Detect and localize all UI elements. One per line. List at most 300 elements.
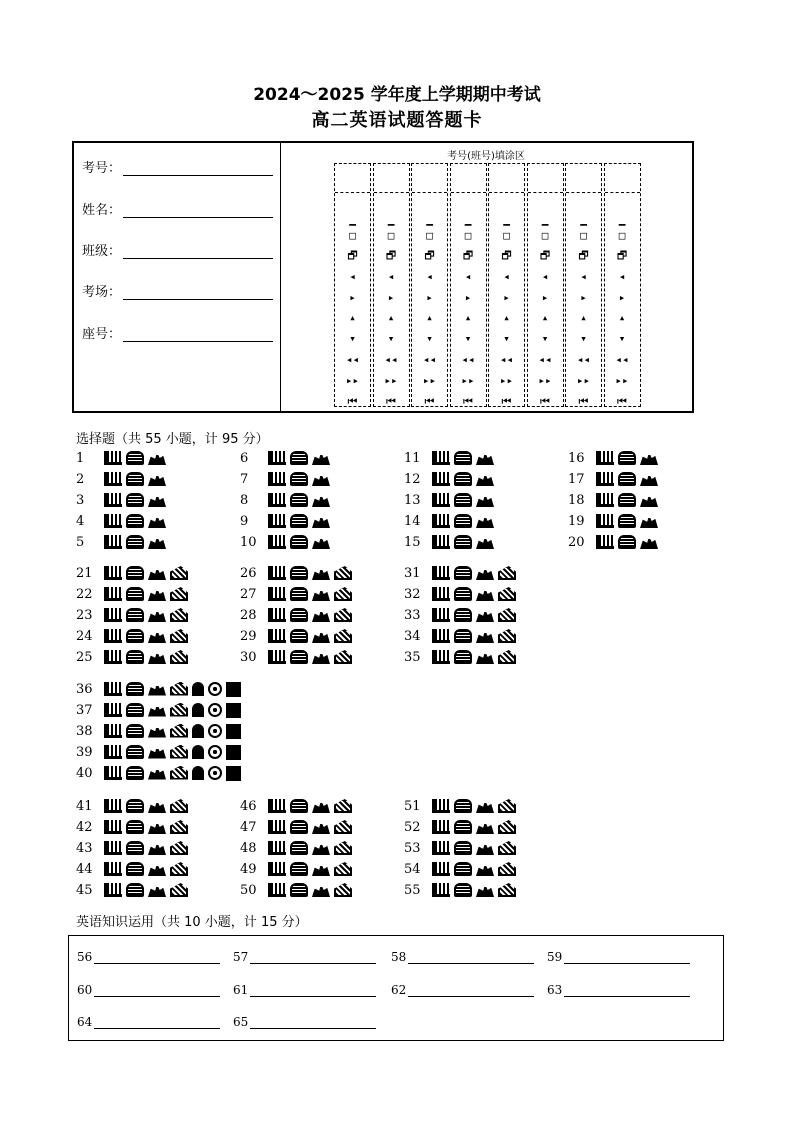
answer-bubble[interactable]: [454, 820, 472, 834]
answer-bubble[interactable]: [104, 650, 122, 664]
answer-bubble[interactable]: [312, 820, 330, 834]
answer-bubble[interactable]: [334, 862, 352, 876]
digit-bubble[interactable]: ▸: [464, 291, 472, 304]
answer-bubble[interactable]: [432, 566, 450, 580]
answer-bubble[interactable]: [126, 514, 144, 528]
answer-bubble[interactable]: [432, 514, 450, 528]
answer-bubble[interactable]: [104, 799, 122, 813]
digit-bubble[interactable]: ◂◂: [576, 353, 591, 366]
blank-line[interactable]: [564, 984, 690, 997]
fill-blank-item[interactable]: [233, 950, 376, 964]
answer-bubble[interactable]: [104, 566, 122, 580]
digit-bubble[interactable]: □: [387, 229, 395, 242]
digit-bubble[interactable]: ◂◂: [345, 353, 360, 366]
fill-blank-item[interactable]: [391, 950, 534, 964]
digit-bubble[interactable]: ▁: [464, 213, 472, 226]
answer-bubble[interactable]: [126, 535, 144, 549]
answer-bubble[interactable]: [290, 820, 308, 834]
answer-bubble[interactable]: [148, 535, 166, 549]
answer-bubble[interactable]: [104, 703, 122, 717]
answer-bubble[interactable]: [226, 766, 241, 781]
answer-bubble[interactable]: [334, 883, 352, 897]
answer-bubble[interactable]: [498, 841, 516, 855]
digit-bubble[interactable]: ▸: [618, 291, 626, 304]
digit-bubble[interactable]: ▸▸: [576, 374, 591, 387]
answer-bubble[interactable]: [148, 862, 166, 876]
digit-bubble[interactable]: ▁: [349, 213, 356, 226]
answer-bubble[interactable]: [334, 650, 352, 664]
answer-bubble[interactable]: [192, 724, 204, 738]
answer-bubble[interactable]: [148, 724, 166, 738]
answer-bubble[interactable]: [104, 587, 122, 601]
answer-bubble[interactable]: [290, 608, 308, 622]
digit-bubble[interactable]: ⏮: [386, 395, 396, 408]
answer-bubble[interactable]: [126, 724, 144, 738]
answer-bubble[interactable]: [334, 820, 352, 834]
answer-bubble[interactable]: [432, 608, 450, 622]
blank-line[interactable]: [94, 951, 220, 964]
answer-bubble[interactable]: [268, 472, 286, 486]
answer-bubble[interactable]: [192, 766, 204, 780]
answer-bubble[interactable]: [334, 629, 352, 643]
answer-bubble[interactable]: [454, 608, 472, 622]
answer-bubble[interactable]: [226, 724, 241, 739]
answer-bubble[interactable]: [454, 883, 472, 897]
digit-bubble[interactable]: ▁: [387, 213, 395, 226]
answer-bubble[interactable]: [126, 566, 144, 580]
answer-bubble[interactable]: [454, 472, 472, 486]
answer-bubble[interactable]: [104, 493, 122, 507]
digit-bubble[interactable]: 🗗: [501, 249, 512, 262]
answer-bubble[interactable]: [170, 587, 188, 601]
answer-bubble[interactable]: [290, 535, 308, 549]
answer-bubble[interactable]: [454, 566, 472, 580]
answer-bubble[interactable]: [268, 587, 286, 601]
answer-bubble[interactable]: [432, 841, 450, 855]
answer-bubble[interactable]: [454, 587, 472, 601]
digit-bubble[interactable]: ◂: [618, 270, 626, 283]
answer-bubble[interactable]: [126, 451, 144, 465]
answer-bubble[interactable]: [104, 608, 122, 622]
answer-bubble[interactable]: [476, 493, 494, 507]
digit-bubble[interactable]: 🗗: [347, 249, 358, 262]
answer-bubble[interactable]: [476, 629, 494, 643]
fill-blank-item[interactable]: [77, 1015, 220, 1029]
digit-bubble[interactable]: □: [349, 229, 356, 242]
answer-bubble[interactable]: [104, 451, 122, 465]
answer-bubble[interactable]: [126, 493, 144, 507]
answer-bubble[interactable]: [192, 745, 204, 759]
answer-bubble[interactable]: [312, 608, 330, 622]
answer-bubble[interactable]: [334, 841, 352, 855]
answer-bubble[interactable]: [312, 514, 330, 528]
answer-bubble[interactable]: [148, 650, 166, 664]
answer-bubble[interactable]: [312, 566, 330, 580]
digit-bubble[interactable]: 🗗: [424, 249, 435, 262]
answer-bubble[interactable]: [432, 862, 450, 876]
blank-line[interactable]: [564, 951, 690, 964]
answer-bubble[interactable]: [596, 514, 614, 528]
answer-bubble[interactable]: [498, 862, 516, 876]
answer-bubble[interactable]: [104, 820, 122, 834]
answer-bubble[interactable]: [596, 472, 614, 486]
digit-bubble[interactable]: □: [618, 229, 626, 242]
answer-bubble[interactable]: [208, 724, 222, 738]
answer-bubble[interactable]: [312, 862, 330, 876]
answer-bubble[interactable]: [170, 862, 188, 876]
digit-bubble[interactable]: ▸: [541, 291, 549, 304]
answer-bubble[interactable]: [432, 535, 450, 549]
answer-bubble[interactable]: [454, 535, 472, 549]
answer-bubble[interactable]: [312, 451, 330, 465]
answer-bubble[interactable]: [148, 493, 166, 507]
digit-bubble[interactable]: ▁: [580, 213, 587, 226]
digit-bubble[interactable]: ⏮: [578, 395, 589, 408]
answer-bubble[interactable]: [290, 493, 308, 507]
answer-bubble[interactable]: [208, 682, 222, 696]
digit-write-box[interactable]: [528, 164, 563, 193]
answer-bubble[interactable]: [148, 841, 166, 855]
digit-bubble[interactable]: ◂: [580, 270, 587, 283]
answer-bubble[interactable]: [268, 799, 286, 813]
digit-bubble[interactable]: ▴: [349, 311, 356, 324]
digit-bubble[interactable]: ▸▸: [422, 374, 437, 387]
answer-bubble[interactable]: [226, 703, 241, 718]
answer-bubble[interactable]: [312, 587, 330, 601]
answer-bubble[interactable]: [170, 766, 188, 780]
digit-bubble[interactable]: ▾: [541, 332, 549, 345]
answer-bubble[interactable]: [618, 451, 636, 465]
answer-bubble[interactable]: [476, 799, 494, 813]
answer-bubble[interactable]: [334, 587, 352, 601]
answer-bubble[interactable]: [454, 841, 472, 855]
blank-line[interactable]: [408, 951, 534, 964]
answer-bubble[interactable]: [476, 841, 494, 855]
answer-bubble[interactable]: [498, 820, 516, 834]
answer-bubble[interactable]: [226, 682, 241, 697]
digit-bubble[interactable]: ▾: [618, 332, 626, 345]
answer-bubble[interactable]: [126, 799, 144, 813]
digit-bubble[interactable]: ▁: [618, 213, 626, 226]
answer-bubble[interactable]: [104, 535, 122, 549]
digit-bubble[interactable]: ⏮: [501, 395, 512, 408]
fill-blank-item[interactable]: [77, 983, 220, 997]
digit-bubble[interactable]: 🗗: [539, 249, 551, 262]
answer-bubble[interactable]: [312, 535, 330, 549]
digit-bubble[interactable]: □: [541, 229, 549, 242]
answer-bubble[interactable]: [498, 799, 516, 813]
answer-bubble[interactable]: [334, 799, 352, 813]
answer-bubble[interactable]: [312, 883, 330, 897]
digit-bubble[interactable]: ▸: [426, 291, 433, 304]
digit-bubble[interactable]: ▴: [426, 311, 433, 324]
answer-bubble[interactable]: [104, 629, 122, 643]
answer-bubble[interactable]: [432, 587, 450, 601]
digit-bubble[interactable]: ▁: [503, 213, 510, 226]
answer-bubble[interactable]: [268, 608, 286, 622]
answer-bubble[interactable]: [290, 451, 308, 465]
digit-write-box[interactable]: [374, 164, 409, 193]
answer-bubble[interactable]: [148, 566, 166, 580]
answer-bubble[interactable]: [290, 566, 308, 580]
answer-bubble[interactable]: [476, 883, 494, 897]
answer-bubble[interactable]: [290, 514, 308, 528]
digit-bubble[interactable]: ▾: [464, 332, 472, 345]
answer-bubble[interactable]: [126, 608, 144, 622]
digit-write-box[interactable]: [489, 164, 524, 193]
answer-bubble[interactable]: [170, 799, 188, 813]
digit-bubble[interactable]: ▾: [387, 332, 395, 345]
class-field[interactable]: [82, 240, 273, 259]
digit-bubble[interactable]: ◂: [503, 270, 510, 283]
digit-bubble[interactable]: ▸▸: [345, 374, 360, 387]
answer-bubble[interactable]: [170, 820, 188, 834]
blank-line[interactable]: [250, 1016, 376, 1029]
answer-bubble[interactable]: [476, 566, 494, 580]
answer-bubble[interactable]: [290, 472, 308, 486]
seat-number-field[interactable]: [82, 323, 273, 342]
answer-bubble[interactable]: [268, 535, 286, 549]
answer-bubble[interactable]: [268, 451, 286, 465]
digit-bubble[interactable]: 🗗: [616, 249, 628, 262]
answer-bubble[interactable]: [454, 514, 472, 528]
answer-bubble[interactable]: [126, 862, 144, 876]
digit-bubble[interactable]: ▾: [580, 332, 587, 345]
answer-bubble[interactable]: [498, 608, 516, 622]
answer-bubble[interactable]: [148, 514, 166, 528]
answer-bubble[interactable]: [618, 514, 636, 528]
answer-bubble[interactable]: [192, 682, 204, 696]
digit-bubble[interactable]: ▾: [426, 332, 433, 345]
answer-bubble[interactable]: [208, 766, 222, 780]
answer-bubble[interactable]: [104, 514, 122, 528]
answer-bubble[interactable]: [170, 629, 188, 643]
digit-bubble[interactable]: ▸: [580, 291, 587, 304]
digit-bubble[interactable]: ◂◂: [461, 353, 475, 366]
answer-bubble[interactable]: [268, 493, 286, 507]
answer-bubble[interactable]: [148, 703, 166, 717]
answer-bubble[interactable]: [148, 587, 166, 601]
answer-bubble[interactable]: [268, 566, 286, 580]
answer-bubble[interactable]: [640, 535, 658, 549]
digit-bubble[interactable]: ⏮: [463, 395, 473, 408]
answer-bubble[interactable]: [104, 766, 122, 780]
answer-bubble[interactable]: [104, 862, 122, 876]
answer-bubble[interactable]: [312, 799, 330, 813]
answer-bubble[interactable]: [170, 724, 188, 738]
answer-bubble[interactable]: [476, 451, 494, 465]
blank-line[interactable]: [408, 984, 534, 997]
answer-bubble[interactable]: [148, 766, 166, 780]
digit-bubble[interactable]: ▸▸: [461, 374, 475, 387]
digit-bubble[interactable]: ▴: [541, 311, 549, 324]
answer-bubble[interactable]: [596, 535, 614, 549]
digit-bubble[interactable]: ⏮: [540, 395, 550, 408]
blank-line[interactable]: [94, 1016, 220, 1029]
answer-bubble[interactable]: [148, 820, 166, 834]
digit-bubble[interactable]: □: [464, 229, 472, 242]
digit-bubble[interactable]: ▴: [464, 311, 472, 324]
answer-bubble[interactable]: [432, 451, 450, 465]
answer-bubble[interactable]: [148, 745, 166, 759]
answer-bubble[interactable]: [498, 629, 516, 643]
answer-bubble[interactable]: [640, 451, 658, 465]
digit-bubble[interactable]: ▸▸: [499, 374, 514, 387]
digit-bubble[interactable]: □: [426, 229, 433, 242]
answer-bubble[interactable]: [596, 493, 614, 507]
answer-bubble[interactable]: [432, 883, 450, 897]
answer-bubble[interactable]: [290, 650, 308, 664]
digit-write-box[interactable]: [335, 164, 370, 193]
answer-bubble[interactable]: [334, 566, 352, 580]
fill-blank-item[interactable]: [547, 950, 690, 964]
digit-bubble[interactable]: ▸▸: [384, 374, 398, 387]
answer-bubble[interactable]: [104, 883, 122, 897]
answer-bubble[interactable]: [104, 841, 122, 855]
answer-bubble[interactable]: [148, 883, 166, 897]
answer-bubble[interactable]: [148, 472, 166, 486]
digit-bubble[interactable]: ▴: [387, 311, 395, 324]
answer-bubble[interactable]: [312, 493, 330, 507]
digit-bubble[interactable]: ▾: [503, 332, 510, 345]
digit-bubble[interactable]: 🗗: [462, 249, 474, 262]
digit-bubble[interactable]: ◂: [541, 270, 549, 283]
answer-bubble[interactable]: [290, 883, 308, 897]
digit-bubble[interactable]: ◂: [349, 270, 356, 283]
answer-bubble[interactable]: [454, 799, 472, 813]
answer-bubble[interactable]: [170, 703, 188, 717]
answer-bubble[interactable]: [290, 629, 308, 643]
digit-bubble[interactable]: ▾: [349, 332, 356, 345]
answer-bubble[interactable]: [618, 493, 636, 507]
digit-bubble[interactable]: ▴: [503, 311, 510, 324]
answer-bubble[interactable]: [312, 472, 330, 486]
answer-bubble[interactable]: [148, 799, 166, 813]
fill-blank-item[interactable]: [547, 983, 690, 997]
digit-bubble[interactable]: □: [580, 229, 587, 242]
digit-bubble[interactable]: ◂: [426, 270, 433, 283]
answer-bubble[interactable]: [596, 451, 614, 465]
answer-bubble[interactable]: [498, 587, 516, 601]
digit-bubble[interactable]: ▸: [349, 291, 356, 304]
answer-bubble[interactable]: [476, 650, 494, 664]
answer-bubble[interactable]: [268, 650, 286, 664]
answer-bubble[interactable]: [312, 650, 330, 664]
digit-bubble[interactable]: ◂: [464, 270, 472, 283]
answer-bubble[interactable]: [268, 514, 286, 528]
answer-bubble[interactable]: [432, 629, 450, 643]
digit-bubble[interactable]: □: [503, 229, 510, 242]
answer-bubble[interactable]: [454, 650, 472, 664]
answer-bubble[interactable]: [104, 724, 122, 738]
answer-bubble[interactable]: [268, 841, 286, 855]
digit-bubble[interactable]: ▸▸: [615, 374, 629, 387]
digit-bubble[interactable]: 🗗: [385, 249, 397, 262]
digit-bubble[interactable]: ▸: [503, 291, 510, 304]
answer-bubble[interactable]: [126, 472, 144, 486]
digit-bubble[interactable]: ▸▸: [538, 374, 552, 387]
digit-write-box[interactable]: [412, 164, 447, 193]
fill-blank-item[interactable]: [233, 1015, 376, 1029]
digit-write-box[interactable]: [566, 164, 601, 193]
answer-bubble[interactable]: [126, 703, 144, 717]
answer-bubble[interactable]: [618, 472, 636, 486]
answer-bubble[interactable]: [476, 608, 494, 622]
blank-line[interactable]: [250, 951, 376, 964]
answer-bubble[interactable]: [126, 841, 144, 855]
answer-bubble[interactable]: [170, 841, 188, 855]
answer-bubble[interactable]: [104, 745, 122, 759]
answer-bubble[interactable]: [312, 841, 330, 855]
answer-bubble[interactable]: [432, 472, 450, 486]
answer-bubble[interactable]: [126, 745, 144, 759]
fill-blank-item[interactable]: [77, 950, 220, 964]
digit-bubble[interactable]: ◂◂: [384, 353, 398, 366]
answer-bubble[interactable]: [170, 608, 188, 622]
answer-bubble[interactable]: [126, 883, 144, 897]
answer-bubble[interactable]: [476, 535, 494, 549]
answer-bubble[interactable]: [432, 799, 450, 813]
answer-bubble[interactable]: [476, 820, 494, 834]
digit-bubble[interactable]: ▴: [618, 311, 626, 324]
answer-bubble[interactable]: [432, 820, 450, 834]
digit-bubble[interactable]: ⏮: [617, 395, 627, 408]
answer-bubble[interactable]: [498, 650, 516, 664]
digit-write-box[interactable]: [451, 164, 486, 193]
digit-bubble[interactable]: ▁: [426, 213, 433, 226]
answer-bubble[interactable]: [640, 514, 658, 528]
blank-line[interactable]: [94, 984, 220, 997]
answer-bubble[interactable]: [476, 587, 494, 601]
answer-bubble[interactable]: [148, 608, 166, 622]
answer-bubble[interactable]: [312, 629, 330, 643]
answer-bubble[interactable]: [268, 862, 286, 876]
answer-bubble[interactable]: [170, 883, 188, 897]
answer-bubble[interactable]: [226, 745, 241, 760]
answer-bubble[interactable]: [126, 682, 144, 696]
answer-bubble[interactable]: [170, 682, 188, 696]
answer-bubble[interactable]: [290, 841, 308, 855]
answer-bubble[interactable]: [268, 629, 286, 643]
answer-bubble[interactable]: [148, 451, 166, 465]
digit-write-box[interactable]: [605, 164, 640, 193]
digit-bubble[interactable]: ◂◂: [615, 353, 629, 366]
exam-room-field[interactable]: [82, 281, 273, 300]
answer-bubble[interactable]: [208, 745, 222, 759]
answer-bubble[interactable]: [454, 862, 472, 876]
digit-bubble[interactable]: ▴: [580, 311, 587, 324]
answer-bubble[interactable]: [126, 650, 144, 664]
answer-bubble[interactable]: [498, 566, 516, 580]
answer-bubble[interactable]: [148, 682, 166, 696]
answer-bubble[interactable]: [126, 629, 144, 643]
answer-bubble[interactable]: [432, 493, 450, 507]
answer-bubble[interactable]: [208, 703, 222, 717]
answer-bubble[interactable]: [640, 472, 658, 486]
answer-bubble[interactable]: [618, 535, 636, 549]
answer-bubble[interactable]: [454, 493, 472, 507]
digit-bubble[interactable]: ◂◂: [422, 353, 437, 366]
exam-number-field[interactable]: [82, 157, 273, 176]
answer-bubble[interactable]: [268, 820, 286, 834]
answer-bubble[interactable]: [476, 514, 494, 528]
answer-bubble[interactable]: [454, 629, 472, 643]
answer-bubble[interactable]: [290, 862, 308, 876]
answer-bubble[interactable]: [104, 472, 122, 486]
digit-bubble[interactable]: 🗗: [578, 249, 589, 262]
fill-blank-item[interactable]: [391, 983, 534, 997]
blank-line[interactable]: [250, 984, 376, 997]
